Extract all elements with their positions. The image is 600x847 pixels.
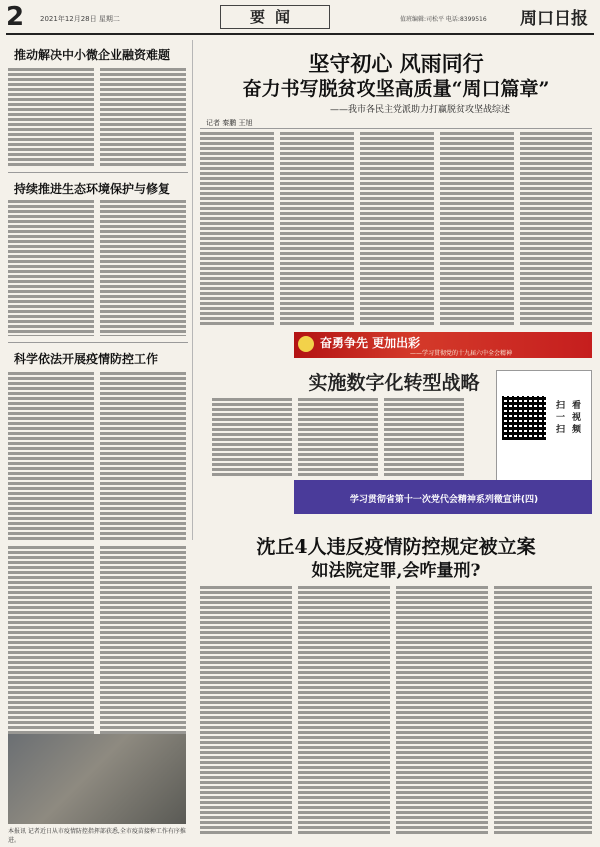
party-emblem-icon (298, 336, 314, 352)
news-photo (8, 734, 186, 824)
article-text-block (100, 68, 186, 166)
promo-text: 学习贯彻省第十一次党代会精神系列微宣讲(四) (349, 495, 539, 505)
qr-label-2: 看视频 (572, 401, 582, 435)
page-number: 2 (6, 2, 25, 32)
issue-date: 2021年12月28日 星期二 (40, 15, 120, 23)
left-headline-1: 推动解决中小微企业融资难题 (14, 48, 171, 62)
article-text-block (360, 132, 434, 326)
article-text-block (494, 586, 592, 836)
divider (8, 172, 188, 173)
lead-title-line-2: 奋力书写脱贫攻坚高质量“周口篇章” (242, 78, 550, 100)
divider (8, 342, 188, 343)
article-text-block (384, 398, 464, 478)
left-headline-2: 持续推进生态环境保护与修复 (14, 182, 171, 196)
column-rule (192, 40, 193, 540)
article-text-block (8, 372, 94, 540)
article-text-block (212, 398, 292, 478)
qr-code[interactable] (502, 396, 546, 440)
qr-label-1: 扫一扫 (556, 401, 566, 435)
bottom-title-line-2: 如法院定罪,会咋量刑? (311, 561, 481, 581)
article-text-block (440, 132, 514, 326)
article-text-block (396, 586, 488, 836)
banner-subtext: ——学习贯彻党的十九届六中全会精神 (410, 350, 513, 357)
article-text-block (298, 586, 390, 836)
article-text-block (8, 68, 94, 166)
bottom-title-line-1: 沈丘4人违反疫情防控规定被立案 (256, 536, 536, 558)
article-text-block (100, 200, 186, 336)
article-text-block (200, 586, 292, 836)
photo-caption: 本报讯 记者近日从市疫情防控指挥部获悉,全市疫苗接种工作有序推进。 (8, 828, 186, 844)
newspaper-masthead: 周口日报 (520, 9, 588, 29)
lead-byline: 记者 秦鹏 王旭 (206, 119, 253, 127)
header-rule (6, 33, 594, 35)
lead-title-line-1: 坚守初心 风雨同行 (308, 51, 484, 76)
article-text-block (200, 132, 274, 326)
article-text-block (8, 200, 94, 336)
digital-story-title: 实施数字化转型战略 (308, 372, 480, 394)
divider (200, 128, 592, 129)
article-text-block (520, 132, 592, 326)
editor-info: 值班编辑:司松平 电话:8399516 (400, 16, 487, 23)
section-title: 要闻 (220, 5, 330, 29)
article-text-block (100, 372, 186, 540)
article-text-block (280, 132, 354, 326)
left-headline-3: 科学依法开展疫情防控工作 (14, 352, 159, 366)
article-text-block (298, 398, 378, 478)
banner-slogan: 奋勇争先 更加出彩 (320, 336, 421, 350)
lead-subtitle: ——我市各民主党派助力打赢脱贫攻坚战综述 (330, 105, 511, 115)
